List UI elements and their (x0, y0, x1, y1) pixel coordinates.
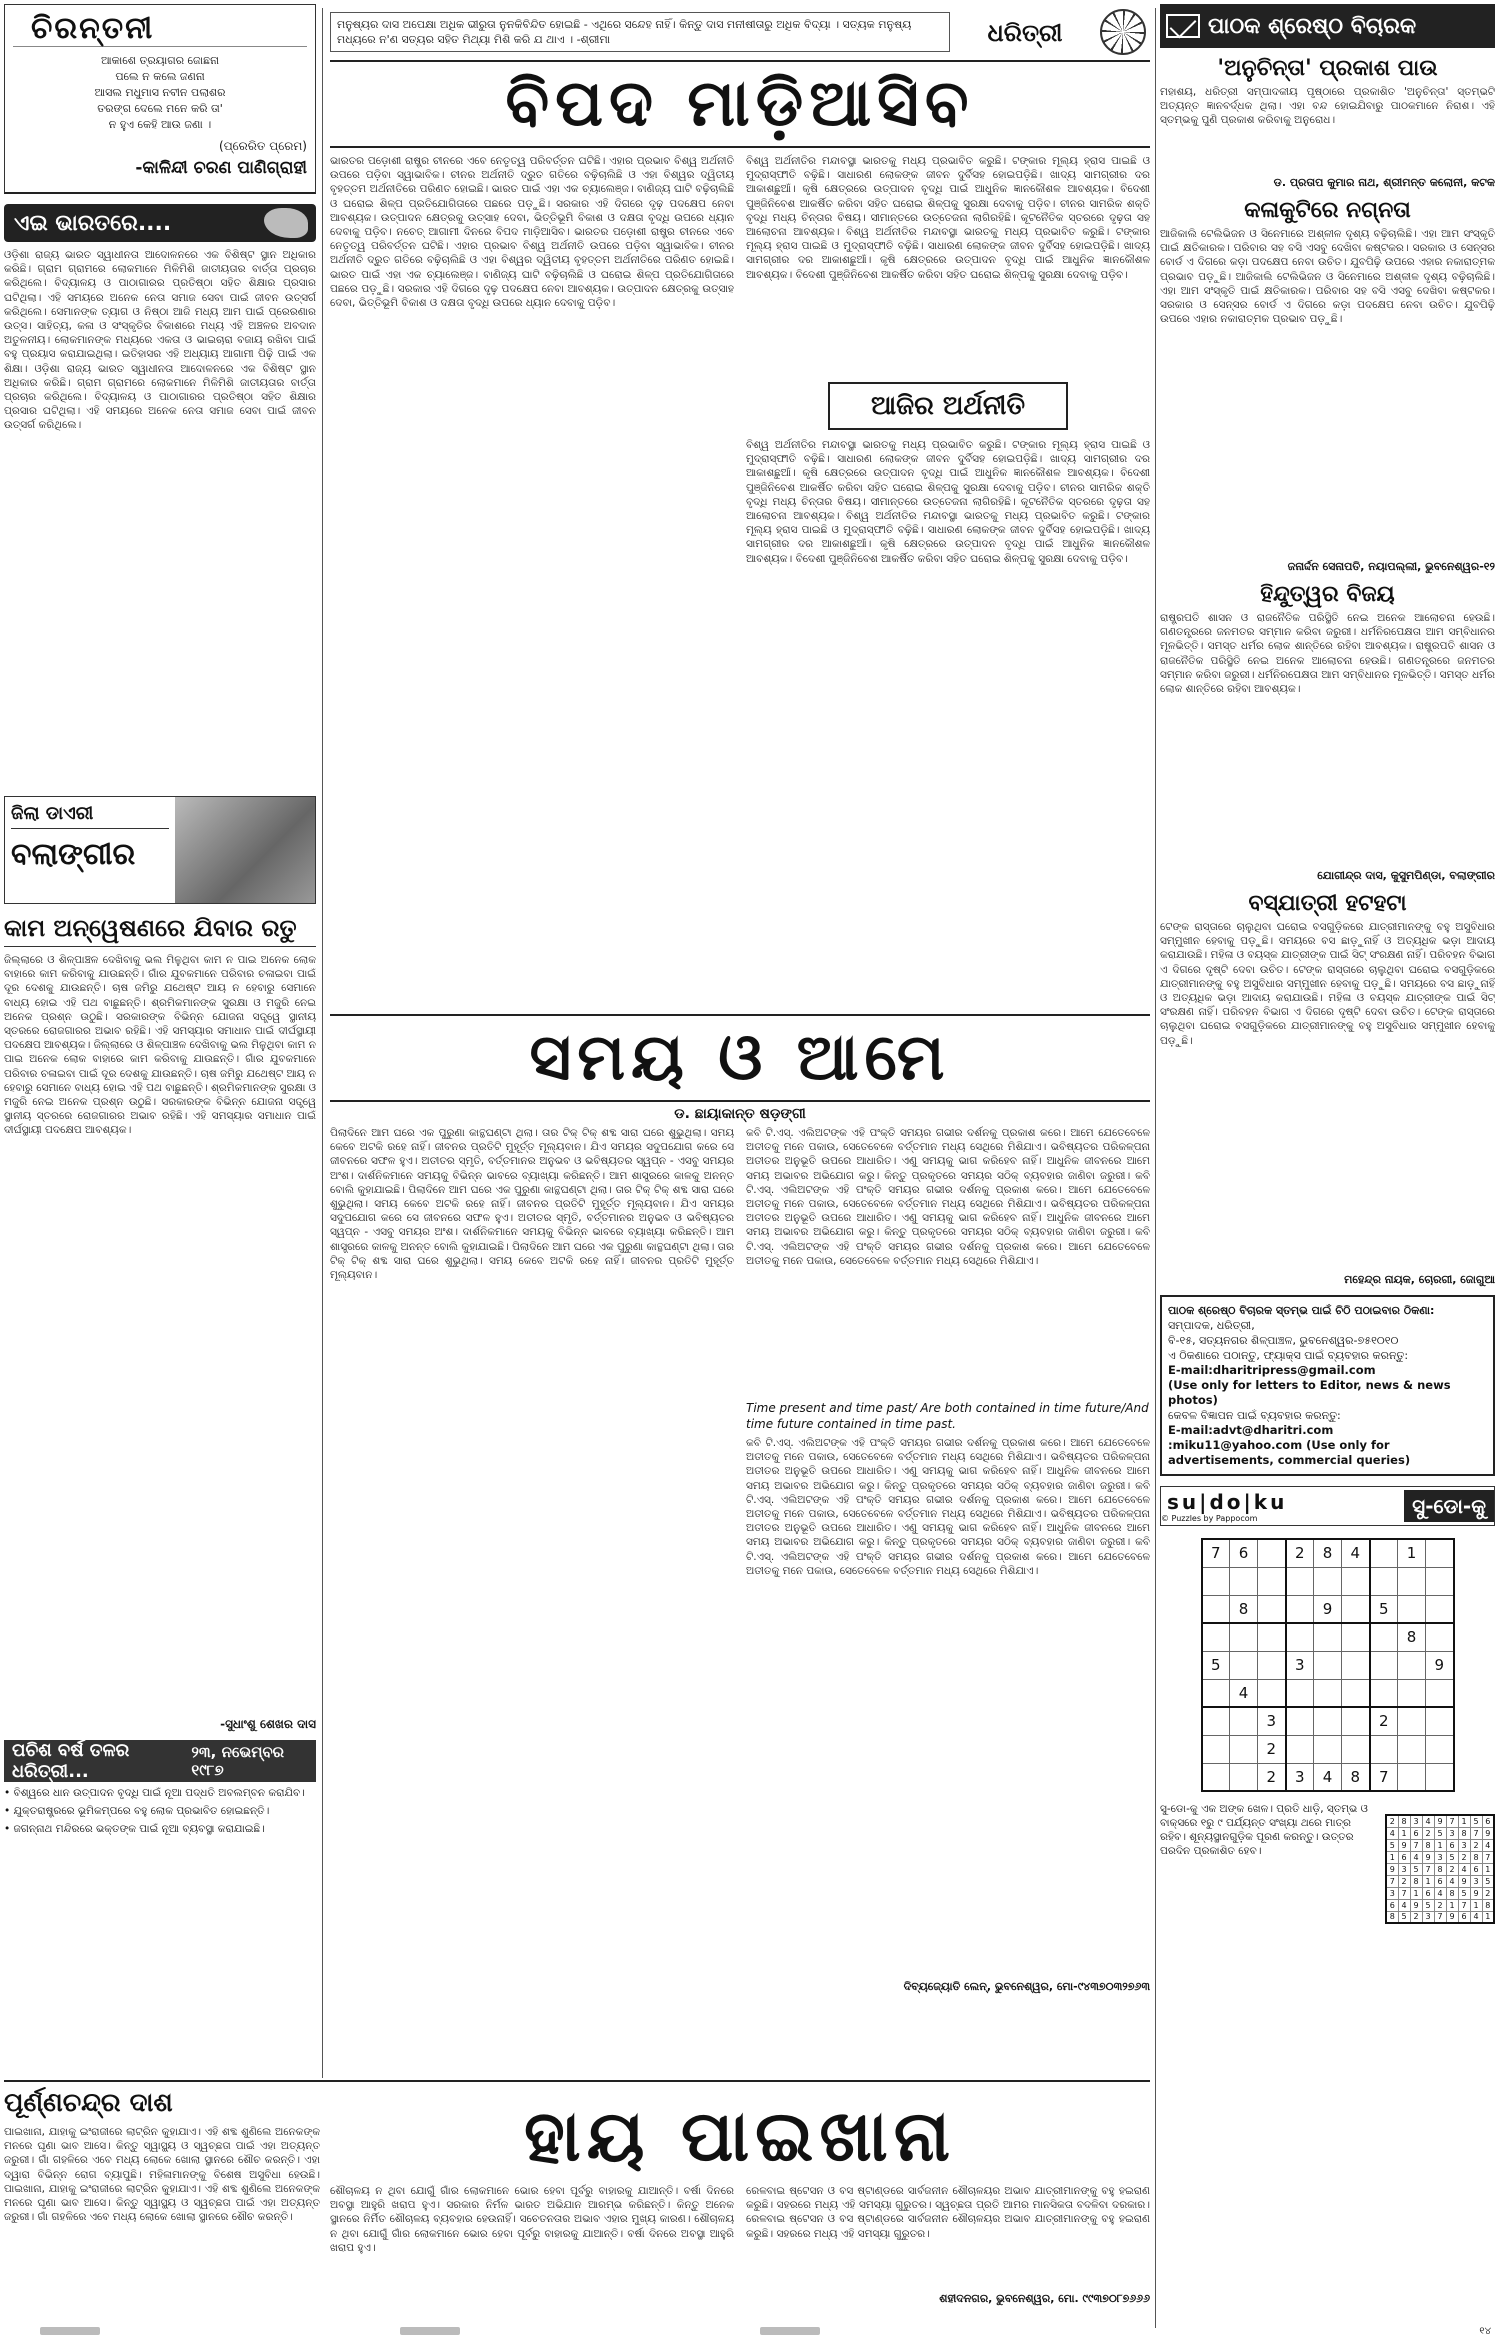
sudoku-row (1202, 1595, 1454, 1623)
sudoku-solution-cell: 6 (1458, 1911, 1470, 1923)
sudoku-cell[interactable] (1342, 1735, 1370, 1763)
old-news-label: ପଚିଶ ବର୍ଷ ତଳର ଧରିତ୍ରୀ... (12, 1740, 130, 1782)
sudoku-solution-cell: 5 (1482, 1875, 1494, 1887)
sudoku-cell[interactable] (1342, 1567, 1370, 1595)
sudoku-cell[interactable] (1398, 1763, 1426, 1791)
sudoku-solution-cell: 9 (1470, 1887, 1482, 1899)
sudoku-instructions: ସୁ-ଡୋ-କୁ ଏକ ଅଙ୍କ ଖେଳ। ପ୍ରତି ଧାଡ଼ି, ସ୍ତମ୍ଭ ଓ ବାକ୍ସରେ ୧ରୁ ୯ ପର୍ଯ୍ୟନ୍ତ ସଂଖ୍ୟା ଥରେ ମାତ୍ର ରହିବ। ଶୂନ୍ୟସ୍ଥାନଗୁଡ଼ିକ ପୂରଣ କରନ୍ତୁ। ଉତ୍ତର ପରଦିନ ପ୍ରକାଶିତ ହେବ। (1160, 1803, 1368, 1857)
sudoku-solution-cell: 2 (1458, 1851, 1470, 1863)
sudoku-cell[interactable]: 1 (1398, 1539, 1426, 1567)
sudoku-solution-cell: 1 (1458, 1815, 1470, 1827)
sudoku-solution-cell: 8 (1398, 1815, 1410, 1827)
sudoku-cell[interactable] (1286, 1679, 1314, 1707)
sudoku-cell[interactable] (1314, 1735, 1342, 1763)
poem-section-title: ଚିରନ୍ତନୀ (13, 11, 307, 47)
sudoku-local-title: ସୁ-ଡୋ-କୁ (1404, 1490, 1494, 1522)
sudoku-cell[interactable]: 3 (1258, 1707, 1286, 1735)
letter-title: ବସ୍‌ଯାତ୍ରୀ ହଟହଟା (1248, 891, 1407, 916)
letter-text: ମହାଶୟ, ଧରିତ୍ରୀ ସମ୍ପାଦକୀୟ ପୃଷ୍ଠାରେ ପ୍ରକାଶିତ 'ଅନୁଚିନ୍ତା' ସ୍ତମ୍ଭଟି ଅତ୍ୟନ୍ତ ଜ୍ଞାନବର୍ଦ୍ଧକ ଥିଲା। ଏହା ବନ୍ଦ ହୋଇଯିବାରୁ ପାଠକମାନେ ନିରାଶ। ଏହି ସ୍ତମ୍ଭକୁ ପୁଣି ପ୍ରକାଶ କରିବାକୁ ଅନୁରୋଧ। (1160, 86, 1495, 127)
sudoku-solution-cell: 9 (1458, 1875, 1470, 1887)
sudoku-solution-cell: 2 (1482, 1887, 1494, 1899)
sudoku-solution-cell: 6 (1470, 1863, 1482, 1875)
sudoku-cell[interactable]: 3 (1286, 1651, 1314, 1679)
sudoku-cell[interactable] (1398, 1679, 1426, 1707)
sudoku-row (1202, 1539, 1454, 1567)
columnist-name: ପୂର୍ଣ୍ଣଚନ୍ଦ୍ର ଦାଶ (4, 2088, 173, 2118)
time-text-a: ପିଲାଦିନେ ଆମ ଘରେ ଏକ ପୁରୁଣା କାନ୍ଥଘଣ୍ଟା ଥିଲା। ତାର ଟିକ୍ ଟିକ୍ ଶବ୍ଦ ସାରା ଘରେ ଶୁଭୁଥିଲା। ସମୟ କେବେ ଅଟକି ରହେ ନାହିଁ। ଜୀବନର ପ୍ରତିଟି ମୁହୂର୍ତ୍ତ ମୂଲ୍ୟବାନ। ଯିଏ ସମୟର ସଦୁପଯୋଗ କରେ ସେ ଜୀବନରେ ସଫଳ ହୁଏ। ଅତୀତର ସ୍ମୃତି, ବର୍ତ୍ତମାନର ଅନୁଭବ ଓ ଭବିଷ୍ୟତର ସ୍ୱପ୍ନ - ଏସବୁ ସମୟର ଅଂଶ। ଦାର୍ଶନିକମାନେ ସମୟକୁ ବିଭିନ୍ନ ଭାବରେ ବ୍ୟାଖ୍ୟା କରିଛନ୍ତି। ଆମ ଶାସ୍ତ୍ରରେ କାଳକୁ ଅନନ୍ତ ବୋଲି କୁହାଯାଇଛି। ପିଲାଦିନେ ଆମ ଘରେ ଏକ ପୁରୁଣା କାନ୍ଥଘଣ୍ଟା ଥିଲା। ତାର ଟିକ୍ ଟିକ୍ ଶବ୍ଦ ସାରା ଘରେ ଶୁଭୁଥିଲା। ସମୟ କେବେ ଅଟକି ରହେ ନାହିଁ। ଜୀବନର ପ୍ରତିଟି ମୁହୂର୍ତ୍ତ ମୂଲ୍ୟବାନ। ଯିଏ ସମୟର ସଦୁପଯୋଗ କରେ ସେ ଜୀବନରେ ସଫଳ ହୁଏ। ଅତୀତର ସ୍ମୃତି, ବର୍ତ୍ତମାନର ଅନୁଭବ ଓ ଭବିଷ୍ୟତର ସ୍ୱପ୍ନ - ଏସବୁ ସମୟର ଅଂଶ। ଦାର୍ଶନିକମାନେ ସମୟକୁ ବିଭିନ୍ନ ଭାବରେ ବ୍ୟାଖ୍ୟା କରିଛନ୍ତି। ଆମ ଶାସ୍ତ୍ରରେ କାଳକୁ ଅନନ୍ତ ବୋଲି କୁହାଯାଇଛି। ପିଲାଦିନେ ଆମ ଘରେ ଏକ ପୁରୁଣା କାନ୍ଥଘଣ୍ଟା ଥିଲା। ତାର ଟିକ୍ ଟିକ୍ ଶବ୍ଦ ସାରା ଘରେ ଶୁଭୁଥିଲା। ସମୟ କେବେ ଅଟକି ରହେ ନାହିଁ। ଜୀବନର ପ୍ରତିଟି ମୁହୂର୍ତ୍ତ ମୂଲ୍ୟବାନ। (330, 1127, 734, 1282)
sudoku-solution-cell: 5 (1446, 1851, 1458, 1863)
sudoku-solution-row (1386, 1839, 1494, 1851)
sudoku-solution-cell: 7 (1446, 1815, 1458, 1827)
sudoku-solution-row (1386, 1815, 1494, 1827)
sudoku-cell[interactable] (1202, 1679, 1230, 1707)
sudoku-solution-cell: 8 (1434, 1863, 1446, 1875)
sudoku-cell[interactable] (1426, 1567, 1454, 1595)
column-divider (1155, 8, 1156, 2328)
sudoku-cell[interactable]: 8 (1230, 1595, 1258, 1623)
poem-line: ତରଙ୍ଗ ଦେଲେ ମନେ କରି ତା' (97, 102, 223, 115)
page-footer (0, 2321, 1499, 2341)
bharat-text: ଓଡ଼ିଶା ରାଜ୍ୟ ଭାରତ ସ୍ୱାଧୀନତା ଆଦୋଳନରେ ଏକ ବିଶିଷ୍ଟ ସ୍ଥାନ ଅଧିକାର କରିଛି। ଗ୍ରାମ ଗ୍ରାମରେ ଲୋକମାନେ ମିଳିମିଶି ଜାତୀୟତାର ବାର୍ତ୍ତା ପ୍ରଚାର କରିଥିଲେ। ବିଦ୍ୟାଳୟ ଓ ପାଠାଗାରର ପ୍ରତିଷ୍ଠା ସହିତ ଶିକ୍ଷାର ପ୍ରସାର ଘଟିଥିଲା। ଏହି ସମୟରେ ଅନେକ ନେତା ସମାଜ ସେବା ପାଇଁ ଜୀବନ ଉତ୍ସର୍ଗ କରିଥିଲେ। ସେମାନଙ୍କ ତ୍ୟାଗ ଓ ନିଷ୍ଠା ଆଜି ମଧ୍ୟ ଆମ ପାଇଁ ପ୍ରେରଣାର ଉତ୍ସ। ସାହିତ୍ୟ, କଳା ଓ ସଂସ୍କୃତିର ବିକାଶରେ ମଧ୍ୟ ଏହି ଅଞ୍ଚଳର ଅବଦାନ ଅତୁଳନୀୟ। ଲୋକମାନଙ୍କ ମଧ୍ୟରେ ଏକତା ଓ ଭାଇଚାରା ବଜାୟ ରଖିବା ପାଇଁ ବହୁ ପ୍ରୟାସ କରାଯାଇଥିଲା। ଇତିହାସର ଏହି ଅଧ୍ୟାୟ ଆଗାମୀ ପିଢ଼ି ପାଇଁ ଏକ ଶିକ୍ଷା। ଓଡ଼ିଶା ରାଜ୍ୟ ଭାରତ ସ୍ୱାଧୀନତା ଆଦୋଳନରେ ଏକ ବିଶିଷ୍ଟ ସ୍ଥାନ ଅଧିକାର କରିଛି। ଗ୍ରାମ ଗ୍ରାମରେ ଲୋକମାନେ ମିଳିମିଶି ଜାତୀୟତାର ବାର୍ତ୍ତା ପ୍ରଚାର କରିଥିଲେ। ବିଦ୍ୟାଳୟ ଓ ପାଠାଗାରର ପ୍ରତିଷ୍ଠା ସହିତ ଶିକ୍ଷାର ପ୍ରସାର ଘଟିଥିଲା। ଏହି ସମୟରେ ଅନେକ ନେତା ସମାଜ ସେବା ପାଇଁ ଜୀବନ ଉତ୍ସର୍ଗ କରିଥିଲେ। (4, 249, 316, 432)
sudoku-cell[interactable] (1230, 1567, 1258, 1595)
sudoku-solution-cell: 1 (1422, 1875, 1434, 1887)
sudoku-cell[interactable] (1286, 1623, 1314, 1651)
sudoku-cell[interactable] (1286, 1595, 1314, 1623)
sudoku-solution-cell: 8 (1386, 1911, 1398, 1923)
sudoku-credit: © Puzzles by Pappocom (1161, 1513, 1258, 1523)
sudoku-solution-cell: 1 (1446, 1899, 1458, 1911)
sudoku-solution-row (1386, 1863, 1494, 1875)
lead-text-a: ଭାରତର ପଡ଼ୋଶୀ ରାଷ୍ଟ୍ର ଚୀନରେ ଏବେ ନେତୃତ୍ୱ ପରିବର୍ତ୍ତନ ଘଟିଛି। ଏହାର ପ୍ରଭାବ ବିଶ୍ୱ ଅର୍ଥନୀତି ଉପରେ ପଡ଼ିବା ସ୍ୱାଭାବିକ। ଚୀନର ଅର୍ଥନୀତି ଦ୍ରୁତ ଗତିରେ ବଢ଼ିଚାଲିଛି ଓ ଏହା ବିଶ୍ୱର ଦ୍ୱିତୀୟ ବୃହତ୍ତମ ଅର୍ଥନୀତିରେ ପରିଣତ ହୋଇଛି। ଭାରତ ପାଇଁ ଏହା ଏକ ଚ୍ୟାଲେଞ୍ଜ। ବାଣିଜ୍ୟ ଘାଟି ବଢ଼ିଚାଲିଛି ଓ ଘରୋଇ ଶିଳ୍ପ ପ୍ରତିଯୋଗିତାରେ ପଛରେ ପଡ଼ୁଛି। ସରକାର ଏହି ଦିଗରେ ଦୃଢ଼ ପଦକ୍ଷେପ ନେବା ଆବଶ୍ୟକ। ଉତ୍ପାଦନ କ୍ଷେତ୍ରକୁ ଉତ୍ସାହ ଦେବା, ଭିତ୍ତିଭୂମି ବିକାଶ ଓ ଦକ୍ଷତା ବୃଦ୍ଧି ଉପରେ ଧ୍ୟାନ ଦେବାକୁ ପଡ଼ିବ। ନଚେତ୍ ଆଗାମୀ ଦିନରେ ବିପଦ ମାଡ଼ିଆସିବ। ଭାରତର ପଡ଼ୋଶୀ ରାଷ୍ଟ୍ର ଚୀନରେ ଏବେ ନେତୃତ୍ୱ ପରିବର୍ତ୍ତନ ଘଟିଛି। ଏହାର ପ୍ରଭାବ ବିଶ୍ୱ ଅର୍ଥନୀତି ଉପରେ ପଡ଼ିବା ସ୍ୱାଭାବିକ। ଚୀନର ଅର୍ଥନୀତି ଦ୍ରୁତ ଗତିରେ ବଢ଼ିଚାଲିଛି ଓ ଏହା ବିଶ୍ୱର ଦ୍ୱିତୀୟ ବୃହତ୍ତମ ଅର୍ଥନୀତିରେ ପରିଣତ ହୋଇଛି। ଭାରତ ପାଇଁ ଏହା ଏକ ଚ୍ୟାଲେଞ୍ଜ। ବାଣିଜ୍ୟ ଘାଟି ବଢ଼ିଚାଲିଛି ଓ ଘରୋଇ ଶିଳ୍ପ ପ୍ରତିଯୋଗିତାରେ ପଛରେ ପଡ଼ୁଛି। ସରକାର ଏହି ଦିଗରେ ଦୃଢ଼ ପଦକ୍ଷେପ ନେବା ଆବଶ୍ୟକ। ଉତ୍ପାଦନ କ୍ଷେତ୍ରକୁ ଉତ୍ସାହ ଦେବା, ଭିତ୍ତିଭୂମି ବିକାଶ ଓ ଦକ୍ଷତା ବୃଦ୍ଧି ଉପରେ ଧ୍ୟାନ ଦେବାକୁ ପଡ଼ିବ। (330, 155, 734, 310)
sudoku-brand-block (1161, 1490, 1293, 1523)
sudoku-cell[interactable] (1398, 1651, 1426, 1679)
sudoku-cell[interactable]: 4 (1230, 1679, 1258, 1707)
lead-col-b (746, 154, 1150, 1008)
sudoku-solution-cell: 9 (1434, 1815, 1446, 1827)
sudoku-cell[interactable]: 2 (1286, 1539, 1314, 1567)
sudoku-solution-cell: 2 (1422, 1827, 1434, 1839)
sudoku-solution-cell: 7 (1422, 1863, 1434, 1875)
sudoku-cell[interactable] (1314, 1651, 1342, 1679)
sudoku-solution-cell: 3 (1458, 1839, 1470, 1851)
district-name: ବଲାଙ୍ଗୀର (11, 837, 136, 872)
footer-mark (40, 2327, 100, 2335)
adv-email[interactable]: E-mail:advt@dharitri.com (1168, 1423, 1334, 1437)
envelope-icon (1166, 14, 1200, 38)
sudoku-row (1202, 1735, 1454, 1763)
toilet-text-a: ଶୌଚାଳୟ ନ ଥିବା ଯୋଗୁଁ ଗାଁର ଲୋକମାନେ ଭୋର ହେବା ପୂର୍ବରୁ ବାହାରକୁ ଯାଆନ୍ତି। ବର୍ଷା ଦିନରେ ଅବସ୍ଥା ଆହୁରି ଖରାପ ହୁଏ। ସରକାର ନିର୍ମଳ ଭାରତ ଅଭିଯାନ ଆରମ୍ଭ କରିଛନ୍ତି। କିନ୍ତୁ ଅନେକ ସ୍ଥାନରେ ନିର୍ମିତ ଶୌଚାଳୟ ବ୍ୟବହାର ହେଉନାହିଁ। ସଚେତନତାର ଅଭାବ ଏହାର ମୁଖ୍ୟ କାରଣ। ଶୌଚାଳୟ ନ ଥିବା ଯୋଗୁଁ ଗାଁର ଲୋକମାନେ ଭୋର ହେବା ପୂର୍ବରୁ ବାହାରକୁ ଯାଆନ୍ତି। ବର୍ଷା ଦିନରେ ଅବସ୍ଥା ଆହୁରି ଖରାପ ହୁଏ। (330, 2185, 734, 2254)
wheel-logo-icon (1100, 9, 1146, 55)
sudoku-solution-cell: 3 (1410, 1815, 1422, 1827)
sudoku-cell[interactable]: 8 (1314, 1539, 1342, 1567)
sudoku-cell[interactable]: 3 (1286, 1763, 1314, 1791)
sudoku-cell[interactable] (1202, 1567, 1230, 1595)
poem-line: ପଲେ ନ କଲେ ଜଣନା (115, 70, 205, 83)
adv-email-2[interactable]: :miku11@yahoo.com (Use only for advertisements, commercial queries) (1168, 1438, 1411, 1467)
sudoku-cell[interactable] (1426, 1735, 1454, 1763)
district-photo (175, 797, 315, 903)
sudoku-solution-cell: 2 (1410, 1911, 1422, 1923)
column-divider (322, 8, 323, 2078)
sudoku-cell[interactable]: 4 (1314, 1763, 1342, 1791)
sudoku-cell[interactable] (1314, 1707, 1342, 1735)
work-story-text: ଜିଲ୍ଲାରେ ଓ ଶିଳ୍ପାଞ୍ଚଳ ଦେଖିବାକୁ ଭଲ ମିଳୁଥିବା କାମ ନ ପାଇ ଅନେକ ଲୋକ ବାହାରେ କାମ କରିବାକୁ ଯାଉଛନ୍ତି। ଗାଁର ଯୁବକମାନେ ପରିବାର ଚଳାଇବା ପାଇଁ ଦୂର ଦେଶକୁ ଯାଉଛନ୍ତି। ଚାଷ ଜମିରୁ ଯଥେଷ୍ଟ ଆୟ ନ ହେବାରୁ ସେମାନେ ବାଧ୍ୟ ହୋଇ ଏହି ପଥ ବାଛୁଛନ୍ତି। ଶ୍ରମିକମାନଙ୍କ ସୁରକ୍ଷା ଓ ମଜୁରି ନେଇ ଅନେକ ପ୍ରଶ୍ନ ଉଠୁଛି। ସରକାରଙ୍କ ବିଭିନ୍ନ ଯୋଜନା ସତ୍ତ୍ୱେ ସ୍ଥାନୀୟ ସ୍ତରରେ ରୋଜଗାରର ଅଭାବ ରହିଛି। ଏହି ସମସ୍ୟାର ସମାଧାନ ପାଇଁ ଦୀର୍ଘସ୍ଥାୟୀ ପଦକ୍ଷେପ ଆବଶ୍ୟକ। ଜିଲ୍ଲାରେ ଓ ଶିଳ୍ପାଞ୍ଚଳ ଦେଖିବାକୁ ଭଲ ମିଳୁଥିବା କାମ ନ ପାଇ ଅନେକ ଲୋକ ବାହାରେ କାମ କରିବାକୁ ଯାଉଛନ୍ତି। ଗାଁର ଯୁବକମାନେ ପରିବାର ଚଳାଇବା ପାଇଁ ଦୂର ଦେଶକୁ ଯାଉଛନ୍ତି। ଚାଷ ଜମିରୁ ଯଥେଷ୍ଟ ଆୟ ନ ହେବାରୁ ସେମାନେ ବାଧ୍ୟ ହୋଇ ଏହି ପଥ ବାଛୁଛନ୍ତି। ଶ୍ରମିକମାନଙ୍କ ସୁରକ୍ଷା ଓ ମଜୁରି ନେଇ ଅନେକ ପ୍ରଶ୍ନ ଉଠୁଛି। ସରକାରଙ୍କ ବିଭିନ୍ନ ଯୋଜନା ସତ୍ତ୍ୱେ ସ୍ଥାନୀୟ ସ୍ତରରେ ରୋଜଗାରର ଅଭାବ ରହିଛି। ଏହି ସମସ୍ୟାର ସମାଧାନ ପାଇଁ ଦୀର୍ଘସ୍ଥାୟୀ ପଦକ୍ଷେପ ଆବଶ୍ୟକ। (4, 954, 316, 1137)
bottom-divider (4, 2080, 1150, 2082)
letter-title: ହିନ୍ଦୁତ୍ୱର ବିଜୟ (1260, 582, 1395, 607)
india-map-icon (264, 208, 308, 238)
sudoku-solution-cell: 5 (1386, 1839, 1398, 1851)
sudoku-solution-cell: 3 (1470, 1875, 1482, 1887)
sudoku-solution-cell: 1 (1398, 1827, 1410, 1839)
sudoku-cell[interactable] (1342, 1679, 1370, 1707)
sudoku-cell[interactable] (1398, 1735, 1426, 1763)
sudoku-cell[interactable] (1398, 1567, 1426, 1595)
sudoku-cell[interactable] (1202, 1623, 1230, 1651)
editor-email[interactable]: E-mail:dharitripress@gmail.com (1168, 1363, 1376, 1377)
sudoku-solution-cell: 1 (1482, 1863, 1494, 1875)
sudoku-row (1202, 1651, 1454, 1679)
sudoku-cell[interactable] (1202, 1735, 1230, 1763)
sudoku-solution-cell: 3 (1434, 1851, 1446, 1863)
sudoku-cell[interactable] (1230, 1735, 1258, 1763)
sudoku-solution-cell: 4 (1470, 1911, 1482, 1923)
letter-sign: ମହେନ୍ଦ୍ର ନାୟକ, ଚୋରଗୀ, ଜୋଗୁଆ (1344, 1273, 1495, 1286)
sudoku-solution-row (1386, 1899, 1494, 1911)
eliot-quote: Time present and time past/ Are both contained in time future/And time future contained in time past. (746, 1401, 1149, 1431)
time-col-b (746, 1126, 1150, 2006)
sudoku-cell[interactable] (1286, 1707, 1314, 1735)
sudoku-solution-cell: 7 (1482, 1851, 1494, 1863)
sudoku-solution-cell: 4 (1434, 1887, 1446, 1899)
sudoku-solution-cell: 6 (1482, 1815, 1494, 1827)
sudoku-cell[interactable] (1230, 1623, 1258, 1651)
sudoku-solution-cell: 8 (1482, 1899, 1494, 1911)
sudoku-solution-cell: 3 (1386, 1887, 1398, 1899)
page-number: ୧୪ (1479, 2325, 1491, 2337)
old-news-item: • ଯୁକ୍ତରାଷ୍ଟ୍ରରେ ଭୂମିକମ୍ପରେ ବହୁ ଲୋକ ପ୍ରଭାବିତ ହୋଇଛନ୍ତି। (4, 1805, 270, 1817)
sudoku-cell[interactable]: 2 (1370, 1707, 1398, 1735)
address-box (1160, 1295, 1495, 1476)
sudoku-solution-cell: 6 (1446, 1839, 1458, 1851)
sudoku-solution-cell: 9 (1398, 1839, 1410, 1851)
sudoku-cell[interactable] (1426, 1595, 1454, 1623)
sudoku-solution-cell: 3 (1398, 1863, 1410, 1875)
sudoku-row (1202, 1679, 1454, 1707)
sudoku-solution-cell: 5 (1422, 1899, 1434, 1911)
sudoku-solution-cell: 4 (1446, 1875, 1458, 1887)
lead-text-b-top: ବିଶ୍ୱ ଅର୍ଥନୀତିର ମନ୍ଦାବସ୍ଥା ଭାରତକୁ ମଧ୍ୟ ପ୍ରଭାବିତ କରୁଛି। ଟଙ୍କାର ମୂଲ୍ୟ ହ୍ରାସ ପାଇଛି ଓ ମୁଦ୍ରାସ୍ଫୀତି ବଢ଼ିଛି। ସାଧାରଣ ଲୋକଙ୍କ ଜୀବନ ଦୁର୍ବିସହ ହୋଇପଡ଼ିଛି। ଖାଦ୍ୟ ସାମଗ୍ରୀର ଦର ଆକାଶଛୁଆଁ। କୃଷି କ୍ଷେତ୍ରରେ ଉତ୍ପାଦନ ବୃଦ୍ଧି ପାଇଁ ଆଧୁନିକ ଜ୍ଞାନକୌଶଳ ଆବଶ୍ୟକ। ବିଦେଶୀ ପୁଞ୍ଜିନିବେଶ ଆକର୍ଷିତ କରିବା ସହିତ ଘରୋଇ ଶିଳ୍ପକୁ ସୁରକ୍ଷା ଦେବାକୁ ପଡ଼ିବ। ଚୀନର ସାମରିକ ଶକ୍ତି ବୃଦ୍ଧି ମଧ୍ୟ ଚିନ୍ତାର ବିଷୟ। ସୀମାନ୍ତରେ ଉତ୍ତେଜନା ଲାଗିରହିଛି। କୂଟନୈତିକ ସ୍ତରରେ ଦୃଢ଼ତା ସହ ଆଲୋଚନା ଆବଶ୍ୟକ। ବିଶ୍ୱ ଅର୍ଥନୀତିର ମନ୍ଦାବସ୍ଥା ଭାରତକୁ ମଧ୍ୟ ପ୍ରଭାବିତ କରୁଛି। ଟଙ୍କାର ମୂଲ୍ୟ ହ୍ରାସ ପାଇଛି ଓ ମୁଦ୍ରାସ୍ଫୀତି ବଢ଼ିଛି। ସାଧାରଣ ଲୋକଙ୍କ ଜୀବନ ଦୁର୍ବିସହ ହୋଇପଡ଼ିଛି। ଖାଦ୍ୟ ସାମଗ୍ରୀର ଦର ଆକାଶଛୁଆଁ। କୃଷି କ୍ଷେତ୍ରରେ ଉତ୍ପାଦନ ବୃଦ୍ଧି ପାଇଁ ଆଧୁନିକ ଜ୍ଞାନକୌଶଳ ଆବଶ୍ୟକ। ବିଦେଶୀ ପୁଞ୍ଜିନିବେଶ ଆକର୍ଷିତ କରିବା ସହିତ ଘରୋଇ ଶିଳ୍ପକୁ ସୁରକ୍ଷା ଦେବାକୁ ପଡ଼ିବ। (746, 155, 1150, 281)
sudoku-cell[interactable]: 5 (1202, 1651, 1230, 1679)
sudoku-solution-cell: 5 (1398, 1911, 1410, 1923)
sudoku-cell[interactable] (1370, 1651, 1398, 1679)
sudoku-cell[interactable] (1230, 1707, 1258, 1735)
lead-headline: ବିପଦ ମାଡ଼ିଆସିବ (330, 62, 1150, 148)
sudoku-cell[interactable] (1286, 1735, 1314, 1763)
sudoku-solution-cell: 1 (1386, 1851, 1398, 1863)
footer-mark (400, 2327, 460, 2335)
poem-box (4, 4, 316, 194)
sudoku-cell[interactable] (1342, 1707, 1370, 1735)
sudoku-cell[interactable]: 8 (1342, 1763, 1370, 1791)
sudoku-cell[interactable] (1426, 1707, 1454, 1735)
footer-mark (760, 2327, 820, 2335)
sudoku-solution-cell: 4 (1386, 1827, 1398, 1839)
sudoku-cell[interactable] (1398, 1707, 1426, 1735)
time-author: ଡ. ଛାୟାକାନ୍ତ ଷଡ଼ଙ୍ଗୀ (674, 1106, 806, 1122)
sudoku-cell[interactable] (1202, 1595, 1230, 1623)
sudoku-solution-cell: 8 (1422, 1839, 1434, 1851)
district-labels (5, 797, 175, 903)
letter-text: ଆଜିକାଲି ଟେଲିଭିଜନ ଓ ସିନେମାରେ ଅଶ୍ଳୀଳ ଦୃଶ୍ୟ ବଢ଼ିଚାଲିଛି। ଏହା ଆମ ସଂସ୍କୃତି ପାଇଁ କ୍ଷତିକାରକ। ପରିବାର ସହ ବସି ଏସବୁ ଦେଖିବା କଷ୍ଟକର। ସରକାର ଓ ସେନ୍ସର ବୋର୍ଡ ଏ ଦିଗରେ କଡ଼ା ପଦକ୍ଷେପ ନେବା ଉଚିତ। ଯୁବପିଢ଼ି ଉପରେ ଏହାର ନକାରାତ୍ମକ ପ୍ରଭାବ ପଡ଼ୁଛି। ଆଜିକାଲି ଟେଲିଭିଜନ ଓ ସିନେମାରେ ଅଶ୍ଳୀଳ ଦୃଶ୍ୟ ବଢ଼ିଚାଲିଛି। ଏହା ଆମ ସଂସ୍କୃତି ପାଇଁ କ୍ଷତିକାରକ। ପରିବାର ସହ ବସି ଏସବୁ ଦେଖିବା କଷ୍ଟକର। ସରକାର ଓ ସେନ୍ସର ବୋର୍ଡ ଏ ଦିଗରେ କଡ଼ା ପଦକ୍ଷେପ ନେବା ଉଚିତ। ଯୁବପିଢ଼ି ଉପରେ ଏହାର ନକାରାତ୍ମକ ପ୍ରଭାବ ପଡ଼ୁଛି। (1160, 228, 1495, 326)
sudoku-solution-row (1386, 1827, 1494, 1839)
sudoku-cell[interactable] (1202, 1707, 1230, 1735)
letter-text: ଟେଙ୍କ ରାସ୍ତାରେ ଚାଲୁଥିବା ଘରୋଇ ବସଗୁଡ଼ିକରେ ଯାତ୍ରୀମାନଙ୍କୁ ବହୁ ଅସୁବିଧାର ସମ୍ମୁଖୀନ ହେବାକୁ ପଡ଼ୁଛି। ସମୟରେ ବସ ଛାଡ଼ୁନାହିଁ ଓ ଅତ୍ୟଧିକ ଭଡ଼ା ଆଦାୟ କରାଯାଉଛି। ମହିଳା ଓ ବୟସ୍କ ଯାତ୍ରୀଙ୍କ ପାଇଁ ସିଟ୍ ସଂରକ୍ଷଣ ନାହିଁ। ପରିବହନ ବିଭାଗ ଏ ଦିଗରେ ଦୃଷ୍ଟି ଦେବା ଉଚିତ। ଟେଙ୍କ ରାସ୍ତାରେ ଚାଲୁଥିବା ଘରୋଇ ବସଗୁଡ଼ିକରେ ଯାତ୍ରୀମାନଙ୍କୁ ବହୁ ଅସୁବିଧାର ସମ୍ମୁଖୀନ ହେବାକୁ ପଡ଼ୁଛି। ସମୟରେ ବସ ଛାଡ଼ୁନାହିଁ ଓ ଅତ୍ୟଧିକ ଭଡ଼ା ଆଦାୟ କରାଯାଉଛି। ମହିଳା ଓ ବୟସ୍କ ଯାତ୍ରୀଙ୍କ ପାଇଁ ସିଟ୍ ସଂରକ୍ଷଣ ନାହିଁ। ପରିବହନ ବିଭାଗ ଏ ଦିଗରେ ଦୃଷ୍ଟି ଦେବା ଉଚିତ। ଟେଙ୍କ ରାସ୍ତାରେ ଚାଲୁଥିବା ଘରୋଇ ବସଗୁଡ଼ିକରେ ଯାତ୍ରୀମାନଙ୍କୁ ବହୁ ଅସୁବିଧାର ସମ୍ମୁଖୀନ ହେବାକୁ ପଡ଼ୁଛି। (1160, 921, 1495, 1047)
toilet-headline: ହାୟ ପାଇଖାନା (523, 2095, 957, 2177)
old-news-list (4, 1786, 316, 1836)
letter-sign: ଡ. ପ୍ରତାପ କୁମାର ନାଥ, ଶ୍ରୀମନ୍ତ କଲୋନୀ, କଟକ (1273, 176, 1495, 189)
address-intro: ପାଠକ ଶ୍ରେଷ୍ଠ ବିଚାରକ ସ୍ତମ୍ଭ ପାଇଁ ଚିଠି ପଠାଇବାର ଠିକଣା: (1168, 1304, 1435, 1317)
letters-header (1160, 4, 1495, 48)
economy-inset: ଆଜିର ଅର୍ଥନୀତି (828, 382, 1068, 430)
sudoku-cell[interactable]: 6 (1230, 1539, 1258, 1567)
sudoku-cell[interactable] (1398, 1595, 1426, 1623)
time-text-a-cont: କବି ଟି.ଏସ୍. ଏଲିଅଟଙ୍କ ଏହି ପଂକ୍ତି ସମୟର ଗଭୀର ଦର୍ଶନକୁ ପ୍ରକାଶ କରେ। ଆମେ ଯେତେବେଳେ ଅତୀତକୁ ମନେ ପକାଉ, ସେତେବେଳେ ବର୍ତ୍ତମାନ ମଧ୍ୟ ସେଥିରେ ମିଶିଯାଏ। ଭବିଷ୍ୟତର ପରିକଳ୍ପନା ଅତୀତର ଅନୁଭୂତି ଉପରେ ଆଧାରିତ। ଏଣୁ ସମୟକୁ ଭାଗ କରିହେବ ନାହିଁ। ଆଧୁନିକ ଜୀବନରେ ଆମେ ସମୟ ଅଭାବର ଅଭିଯୋଗ କରୁ। କିନ୍ତୁ ପ୍ରକୃତରେ ସମୟର ସଠିକ୍ ବ୍ୟବହାର ଜାଣିବା ଜରୁରୀ। କବି ଟି.ଏସ୍. ଏଲିଅଟଙ୍କ ଏହି ପଂକ୍ତି ସମୟର ଗଭୀର ଦର୍ଶନକୁ ପ୍ରକାଶ କରେ। ଆମେ ଯେତେବେଳେ ଅତୀତକୁ ମନେ ପକାଉ, ସେତେବେଳେ ବର୍ତ୍ତମାନ ମଧ୍ୟ ସେଥିରେ ମିଶିଯାଏ। ଭବିଷ୍ୟତର ପରିକଳ୍ପନା ଅତୀତର ଅନୁଭୂତି ଉପରେ ଆଧାରିତ। ଏଣୁ ସମୟକୁ ଭାଗ କରିହେବ ନାହିଁ। ଆଧୁନିକ ଜୀବନରେ ଆମେ ସମୟ ଅଭାବର ଅଭିଯୋଗ କରୁ। କିନ୍ତୁ ପ୍ରକୃତରେ ସମୟର ସଠିକ୍ ବ୍ୟବହାର ଜାଣିବା ଜରୁରୀ। କବି ଟି.ଏସ୍. ଏଲିଅଟଙ୍କ ଏହି ପଂକ୍ତି ସମୟର ଗଭୀର ଦର୍ଶନକୁ ପ୍ରକାଶ କରେ। ଆମେ ଯେତେବେଳେ ଅତୀତକୁ ମନେ ପକାଉ, ସେତେବେଳେ ବର୍ତ୍ତମାନ ମଧ୍ୟ ସେଥିରେ ମିଶିଯାଏ। (746, 1127, 1150, 1267)
toilet-sign: ଶହୀଦନଗର, ଭୁବନେଶ୍ୱର, ମୋ. ୯୯୩୭୦୮୭୬୬୬ (939, 2292, 1150, 2305)
lead-body (330, 154, 1150, 1008)
sudoku-solution-cell: 2 (1434, 1899, 1446, 1911)
sudoku-cell[interactable] (1258, 1567, 1286, 1595)
sudoku-cell[interactable] (1342, 1595, 1370, 1623)
sudoku-solution-cell: 9 (1386, 1863, 1398, 1875)
sudoku-row (1202, 1567, 1454, 1595)
sudoku-cell[interactable]: 9 (1426, 1651, 1454, 1679)
sudoku-solution-cell: 7 (1398, 1887, 1410, 1899)
sudoku-cell[interactable] (1370, 1539, 1398, 1567)
sudoku-cell[interactable] (1426, 1763, 1454, 1791)
district-diary-label: ଜିଲା ଡାଏରୀ (11, 803, 169, 829)
letter-title: କଳାକୁଟିରେ ନଗ୍ନତା (1244, 198, 1411, 223)
bottom-article (330, 2088, 1150, 2306)
sudoku-solution-cell: 8 (1410, 1875, 1422, 1887)
sudoku-cell[interactable] (1342, 1651, 1370, 1679)
editor-email-note: (Use only for letters to Editor, news & news photos) (1168, 1378, 1451, 1407)
sudoku-cell[interactable] (1258, 1539, 1286, 1567)
sudoku-cell[interactable] (1258, 1595, 1286, 1623)
letter-sign: ଜନାର୍ଦ୍ଦନ ସେନାପତି, ନୟାପଲ୍ଲୀ, ଭୁବନେଶ୍ୱର-୧୨ (1287, 560, 1495, 573)
sudoku-solution-cell: 6 (1386, 1899, 1398, 1911)
masthead-strip (330, 4, 1150, 62)
sudoku-row (1202, 1623, 1454, 1651)
sudoku-cell[interactable] (1314, 1679, 1342, 1707)
sudoku-cell[interactable]: 8 (1398, 1623, 1426, 1651)
left-column (4, 4, 316, 2074)
sudoku-solution-cell: 5 (1434, 1827, 1446, 1839)
sudoku-cell[interactable] (1426, 1623, 1454, 1651)
sudoku-solution-cell: 7 (1470, 1827, 1482, 1839)
sudoku-solution-cell: 5 (1458, 1887, 1470, 1899)
sudoku-cell[interactable]: 2 (1258, 1735, 1286, 1763)
time-sign: ଦିବ୍ୟଜ୍ୟୋତି ଲେନ୍, ଭୁବନେଶ୍ୱର, ମୋ-୯୪୩୭୦୩୨୭୬୩ (903, 1980, 1150, 1993)
bottom-left-column (4, 2088, 320, 2331)
sudoku-solution-grid (1385, 1814, 1495, 1924)
sudoku-solution-row (1386, 1851, 1494, 1863)
masthead-quote: ମନୁଷ୍ୟର ଦାସ ଅପେକ୍ଷା ଅଧିକ ଭୀରୁତା ନୁନକିବିନ୍ଦିତ ହୋଇଛି - ଏଥିରେ ସନ୍ଦେହ ନାହିଁ। କିନ୍ତୁ ଦାସ ମନୀଷୀତାରୁ ଅଧିକ ବିଦ୍ୟା । ସତ୍ୟକ ମନୁଷ୍ୟ ମଧ୍ୟରେ ନ'ଣ ସତ୍ୟର ସହିତ ମିଥ୍ୟା ମିଶି କରି ଯ ଥାଏ । -ଶ୍ରୀମା (330, 12, 950, 52)
sudoku-row (1202, 1707, 1454, 1735)
toilet-col-b (746, 2184, 1150, 2306)
old-news-item: • ଜଗନ୍ନାଥ ମନ୍ଦିରରେ ଭକ୍ତଙ୍କ ପାଇଁ ନୂଆ ବ୍ୟବସ୍ଥା କରାଯାଇଛି। (4, 1823, 265, 1835)
sudoku-solution-row (1386, 1875, 1494, 1887)
sudoku-solution-cell: 4 (1458, 1863, 1470, 1875)
sudoku-cell[interactable] (1286, 1567, 1314, 1595)
sudoku-solution-cell: 3 (1446, 1827, 1458, 1839)
sudoku-solution-cell: 4 (1398, 1899, 1410, 1911)
sudoku-cell[interactable] (1258, 1679, 1286, 1707)
old-news-banner (4, 1740, 316, 1782)
sudoku-solution-cell: 6 (1434, 1875, 1446, 1887)
sudoku-solution-cell: 9 (1410, 1899, 1422, 1911)
toilet-body (330, 2184, 1150, 2306)
time-text-b: କବି ଟି.ଏସ୍. ଏଲିଅଟଙ୍କ ଏହି ପଂକ୍ତି ସମୟର ଗଭୀର ଦର୍ଶନକୁ ପ୍ରକାଶ କରେ। ଆମେ ଯେତେବେଳେ ଅତୀତକୁ ମନେ ପକାଉ, ସେତେବେଳେ ବର୍ତ୍ତମାନ ମଧ୍ୟ ସେଥିରେ ମିଶିଯାଏ। ଭବିଷ୍ୟତର ପରିକଳ୍ପନା ଅତୀତର ଅନୁଭୂତି ଉପରେ ଆଧାରିତ। ଏଣୁ ସମୟକୁ ଭାଗ କରିହେବ ନାହିଁ। ଆଧୁନିକ ଜୀବନରେ ଆମେ ସମୟ ଅଭାବର ଅଭିଯୋଗ କରୁ। କିନ୍ତୁ ପ୍ରକୃତରେ ସମୟର ସଠିକ୍ ବ୍ୟବହାର ଜାଣିବା ଜରୁରୀ। କବି ଟି.ଏସ୍. ଏଲିଅଟଙ୍କ ଏହି ପଂକ୍ତି ସମୟର ଗଭୀର ଦର୍ଶନକୁ ପ୍ରକାଶ କରେ। ଆମେ ଯେତେବେଳେ ଅତୀତକୁ ମନେ ପକାଉ, ସେତେବେଳେ ବର୍ତ୍ତମାନ ମଧ୍ୟ ସେଥିରେ ମିଶିଯାଏ। ଭବିଷ୍ୟତର ପରିକଳ୍ପନା ଅତୀତର ଅନୁଭୂତି ଉପରେ ଆଧାରିତ। ଏଣୁ ସମୟକୁ ଭାଗ କରିହେବ ନାହିଁ। ଆଧୁନିକ ଜୀବନରେ ଆମେ ସମୟ ଅଭାବର ଅଭିଯୋଗ କରୁ। କିନ୍ତୁ ପ୍ରକୃତରେ ସମୟର ସଠିକ୍ ବ୍ୟବହାର ଜାଣିବା ଜରୁରୀ। କବି ଟି.ଏସ୍. ଏଲିଅଟଙ୍କ ଏହି ପଂକ୍ତି ସମୟର ଗଭୀର ଦର୍ଶନକୁ ପ୍ରକାଶ କରେ। ଆମେ ଯେତେବେଳେ ଅତୀତକୁ ମନେ ପକାଉ, ସେତେବେଳେ ବର୍ତ୍ତମାନ ମଧ୍ୟ ସେଥିରେ ମିଶିଯାଏ। (746, 1437, 1150, 1577)
sudoku-solution-cell: 1 (1434, 1839, 1446, 1851)
sudoku-solution-cell: 6 (1410, 1827, 1422, 1839)
sudoku-solution-cell: 2 (1398, 1875, 1410, 1887)
sudoku-cell[interactable]: 4 (1342, 1539, 1370, 1567)
sudoku-solution-cell: 1 (1470, 1899, 1482, 1911)
poem-line: ନ ହୁଏ କେହି ଆଉ ଜଣା । (108, 118, 212, 131)
sudoku-solution-cell: 7 (1410, 1839, 1422, 1851)
address-line: ଏ ଠିକଣାରେ ପଠାନ୍ତୁ, ଫ୍ୟାକ୍ସ ପାଇଁ ବ୍ୟବହାର କରନ୍ତୁ: (1168, 1349, 1409, 1362)
poem-line: ଆସଲ ମଧୁମାସ ନବୀନ ପଲାଶର (94, 86, 226, 99)
sudoku-solution-cell: 5 (1470, 1815, 1482, 1827)
sudoku-cell[interactable] (1202, 1763, 1230, 1791)
middle-column (330, 4, 1150, 2074)
sudoku-cell[interactable] (1370, 1567, 1398, 1595)
sudoku-solution-cell: 4 (1422, 1815, 1434, 1827)
sudoku-solution-cell: 7 (1458, 1899, 1470, 1911)
sudoku-solution-cell: 6 (1422, 1887, 1434, 1899)
sudoku-cell[interactable] (1314, 1567, 1342, 1595)
adv-intro: କେବଳ ବିଜ୍ଞାପନ ପାଇଁ ବ୍ୟବହାର କରନ୍ତୁ: (1168, 1409, 1341, 1422)
sudoku-cell[interactable] (1230, 1651, 1258, 1679)
sudoku-solution-cell: 2 (1470, 1839, 1482, 1851)
sudoku-solution-cell: 2 (1446, 1863, 1458, 1875)
sudoku-row (1202, 1763, 1454, 1791)
district-diary (4, 796, 316, 904)
sudoku-solution-row (1386, 1911, 1494, 1923)
sudoku-brand: su|do|ku (1167, 1489, 1288, 1514)
sudoku-cell[interactable]: 9 (1314, 1595, 1342, 1623)
toilet-text-b: ରେଳବାଇ ଷ୍ଟେସନ ଓ ବସ ଷ୍ଟାଣ୍ଡରେ ସାର୍ବଜନୀନ ଶୌଚାଳୟର ଅଭାବ ଯାତ୍ରୀମାନଙ୍କୁ ବହୁ ହଇରାଣ କରୁଛି। ସହରରେ ମଧ୍ୟ ଏହି ସମସ୍ୟା ଗୁରୁତର। ସ୍ୱଚ୍ଛତା ପ୍ରତି ଆମର ମାନସିକତା ବଦଳିବା ଦରକାର। ରେଳବାଇ ଷ୍ଟେସନ ଓ ବସ ଷ୍ଟାଣ୍ଡରେ ସାର୍ବଜନୀନ ଶୌଚାଳୟର ଅଭାବ ଯାତ୍ରୀମାନଙ୍କୁ ବହୁ ହଇରାଣ କରୁଛି। ସହରରେ ମଧ୍ୟ ଏହି ସମସ୍ୟା ଗୁରୁତର। (746, 2185, 1150, 2240)
bottom-left-text: ପାଇଖାନା, ଯାହାକୁ ଇଂରାଜୀରେ ଲାଟ୍ରିନ କୁହାଯାଏ। ଏହି ଶବ୍ଦ ଶୁଣିଲେ ଅନେକଙ୍କ ମନରେ ଘୃଣା ଭାବ ଆସେ। କିନ୍ତୁ ସ୍ୱାସ୍ଥ୍ୟ ଓ ସ୍ୱଚ୍ଛତା ପାଇଁ ଏହା ଅତ୍ୟନ୍ତ ଜରୁରୀ। ଗାଁ ଗହଳିରେ ଏବେ ମଧ୍ୟ ଲୋକେ ଖୋଲା ସ୍ଥାନରେ ଶୌଚ କରନ୍ତି। ଏହା ଦ୍ୱାରା ବିଭିନ୍ନ ରୋଗ ବ୍ୟାପୁଛି। ମହିଳାମାନଙ୍କୁ ବିଶେଷ ଅସୁବିଧା ହେଉଛି। ପାଇଖାନା, ଯାହାକୁ ଇଂରାଜୀରେ ଲାଟ୍ରିନ କୁହାଯାଏ। ଏହି ଶବ୍ଦ ଶୁଣିଲେ ଅନେକଙ୍କ ମନରେ ଘୃଣା ଭାବ ଆସେ। କିନ୍ତୁ ସ୍ୱାସ୍ଥ୍ୟ ଓ ସ୍ୱଚ୍ଛତା ପାଇଁ ଏହା ଅତ୍ୟନ୍ତ ଜରୁରୀ। ଗାଁ ଗହଳିରେ ଏବେ ମଧ୍ୟ ଲୋକେ ଖୋଲା ସ୍ଥାନରେ ଶୌଚ କରନ୍ତି। (4, 2126, 320, 2224)
old-news-item: • ବିଶ୍ୱରେ ଧାନ ଉତ୍ପାଦନ ବୃଦ୍ଧି ପାଇଁ ନୂଆ ପଦ୍ଧତି ଅବଲମ୍ବନ କରାଯିବ। (4, 1787, 305, 1799)
sudoku-cell[interactable]: 5 (1370, 1595, 1398, 1623)
sudoku-solution-cell: 7 (1386, 1875, 1398, 1887)
sudoku-solution-cell: 7 (1434, 1911, 1446, 1923)
poem-source: (ପ୍ରେରିତ ପ୍ରେମ) (219, 139, 307, 153)
right-column (1160, 4, 1495, 2334)
sudoku-cell[interactable]: 7 (1370, 1763, 1398, 1791)
sudoku-solution-cell: 2 (1386, 1815, 1398, 1827)
time-headline: ସମୟ ଓ ଆମେ (330, 1014, 1150, 1102)
sudoku-cell[interactable] (1370, 1623, 1398, 1651)
letter-text: ରାଷ୍ଟ୍ରପତି ଶାସନ ଓ ରାଜନୈତିକ ପରିସ୍ଥିତି ନେଇ ଅନେକ ଆଲୋଚନା ହେଉଛି। ଗଣତନ୍ତ୍ରରେ ଜନମତର ସମ୍ମାନ କରିବା ଜରୁରୀ। ଧର୍ମନିରପେକ୍ଷତା ଆମ ସମ୍ବିଧାନର ମୂଳଭିତ୍ତି। ସମସ୍ତ ଧର୍ମର ଲୋକ ଶାନ୍ତିରେ ରହିବା ଆବଶ୍ୟକ। ରାଷ୍ଟ୍ରପତି ଶାସନ ଓ ରାଜନୈତିକ ପରିସ୍ଥିତି ନେଇ ଅନେକ ଆଲୋଚନା ହେଉଛି। ଗଣତନ୍ତ୍ରରେ ଜନମତର ସମ୍ମାନ କରିବା ଜରୁରୀ। ଧର୍ମନିରପେକ୍ଷତା ଆମ ସମ୍ବିଧାନର ମୂଳଭିତ୍ତି। ସମସ୍ତ ଧର୍ମର ଲୋକ ଶାନ୍ତିରେ ରହିବା ଆବଶ୍ୟକ। (1160, 612, 1495, 696)
sudoku-cell[interactable] (1342, 1623, 1370, 1651)
work-story-byline: -ସୁଧାଂଶୁ ଶେଖର ଦାସ (220, 1717, 316, 1731)
sudoku-cell[interactable] (1370, 1735, 1398, 1763)
lead-text-b: ବିଶ୍ୱ ଅର୍ଥନୀତିର ମନ୍ଦାବସ୍ଥା ଭାରତକୁ ମଧ୍ୟ ପ୍ରଭାବିତ କରୁଛି। ଟଙ୍କାର ମୂଲ୍ୟ ହ୍ରାସ ପାଇଛି ଓ ମୁଦ୍ରାସ୍ଫୀତି ବଢ଼ିଛି। ସାଧାରଣ ଲୋକଙ୍କ ଜୀବନ ଦୁର୍ବିସହ ହୋଇପଡ଼ିଛି। ଖାଦ୍ୟ ସାମଗ୍ରୀର ଦର ଆକାଶଛୁଆଁ। କୃଷି କ୍ଷେତ୍ରରେ ଉତ୍ପାଦନ ବୃଦ୍ଧି ପାଇଁ ଆଧୁନିକ ଜ୍ଞାନକୌଶଳ ଆବଶ୍ୟକ। ବିଦେଶୀ ପୁଞ୍ଜିନିବେଶ ଆକର୍ଷିତ କରିବା ସହିତ ଘରୋଇ ଶିଳ୍ପକୁ ସୁରକ୍ଷା ଦେବାକୁ ପଡ଼ିବ। ଚୀନର ସାମରିକ ଶକ୍ତି ବୃଦ୍ଧି ମଧ୍ୟ ଚିନ୍ତାର ବିଷୟ। ସୀମାନ୍ତରେ ଉତ୍ତେଜନା ଲାଗିରହିଛି। କୂଟନୈତିକ ସ୍ତରରେ ଦୃଢ଼ତା ସହ ଆଲୋଚନା ଆବଶ୍ୟକ। ବିଶ୍ୱ ଅର୍ଥନୀତିର ମନ୍ଦାବସ୍ଥା ଭାରତକୁ ମଧ୍ୟ ପ୍ରଭାବିତ କରୁଛି। ଟଙ୍କାର ମୂଲ୍ୟ ହ୍ରାସ ପାଇଛି ଓ ମୁଦ୍ରାସ୍ଫୀତି ବଢ଼ିଛି। ସାଧାରଣ ଲୋକଙ୍କ ଜୀବନ ଦୁର୍ବିସହ ହୋଇପଡ଼ିଛି। ଖାଦ୍ୟ ସାମଗ୍ରୀର ଦର ଆକାଶଛୁଆଁ। କୃଷି କ୍ଷେତ୍ରରେ ଉତ୍ପାଦନ ବୃଦ୍ଧି ପାଇଁ ଆଧୁନିକ ଜ୍ଞାନକୌଶଳ ଆବଶ୍ୟକ। ବିଦେଶୀ ପୁଞ୍ଜିନିବେଶ ଆକର୍ଷିତ କରିବା ସହିତ ଘରୋଇ ଶିଳ୍ପକୁ ସୁରକ୍ଷା ଦେବାକୁ ପଡ଼ିବ। (746, 439, 1150, 565)
sudoku-solution-cell: 8 (1470, 1851, 1482, 1863)
sudoku-cell[interactable] (1426, 1539, 1454, 1567)
bharat-banner-label: ଏଇ ଭାରତରେ.... (14, 210, 172, 236)
sudoku-solution-area (1160, 1802, 1495, 1924)
sudoku-solution-cell: 8 (1458, 1827, 1470, 1839)
sudoku-solution-cell: 4 (1482, 1839, 1494, 1851)
work-story-title: କାମ ଅନ୍ୱେଷଣରେ ଯିବାର ରତୁ (4, 914, 316, 947)
letter-sign: ଯୋଗୀନ୍ଦ୍ର ଦାସ, କୁସୁମପିଣ୍ଡା, ବଲାଙ୍ଗୀର (1317, 869, 1495, 882)
sudoku-cell[interactable]: 7 (1202, 1539, 1230, 1567)
sudoku-header (1160, 1486, 1495, 1526)
sudoku-cell[interactable] (1426, 1679, 1454, 1707)
sudoku-solution-cell: 9 (1422, 1851, 1434, 1863)
sudoku-grid (1201, 1538, 1455, 1792)
sudoku-solution-cell: 6 (1398, 1851, 1410, 1863)
sudoku-solution-cell: 1 (1482, 1911, 1494, 1923)
sudoku-solution-cell: 9 (1482, 1827, 1494, 1839)
address-line: ସମ୍ପାଦକ, ଧରିତ୍ରୀ, (1168, 1319, 1255, 1332)
sudoku-solution-cell: 1 (1410, 1887, 1422, 1899)
sudoku-solution-cell: 9 (1446, 1911, 1458, 1923)
sudoku-solution-cell: 8 (1446, 1887, 1458, 1899)
letter-title: 'ଅନୁଚିନ୍ତା' ପ୍ରକାଶ ପାଉ (1217, 56, 1438, 81)
sudoku-cell[interactable]: 2 (1258, 1763, 1286, 1791)
time-body (330, 1126, 1150, 2006)
sudoku-solution-cell: 5 (1410, 1863, 1422, 1875)
sudoku-cell[interactable] (1370, 1679, 1398, 1707)
sudoku-cell[interactable] (1258, 1623, 1286, 1651)
old-news-date: ୨୩, ନଭେମ୍ବର ୧୯୮୭ (191, 1743, 285, 1779)
address-line: ବି-୧୫, ସତ୍ୟନଗର ଶିଳ୍ପାଞ୍ଚଳ, ଭୁବନେଶ୍ୱର-୭୫୧୦୧୦ (1168, 1334, 1399, 1347)
paper-name: ଧରିତ୍ରୀ (987, 17, 1063, 47)
poet-name: -କାଳିନ୍ଦୀ ଚରଣ ପାଣିଗ୍ରାହୀ (135, 158, 307, 178)
bharat-banner (4, 204, 316, 242)
sudoku-solution-cell: 4 (1410, 1851, 1422, 1863)
sudoku-cell[interactable] (1314, 1623, 1342, 1651)
poem-line: ଆକାଶେ ତ୍ରୟାଗର ଜୋଛନା (101, 54, 219, 67)
letters-header-label: ପାଠକ ଶ୍ରେଷ୍ଠ ବିଚାରକ (1208, 13, 1417, 39)
sudoku-solution-row (1386, 1887, 1494, 1899)
sudoku-cell[interactable] (1230, 1763, 1258, 1791)
sudoku-solution-cell: 3 (1422, 1911, 1434, 1923)
sudoku-cell[interactable] (1258, 1651, 1286, 1679)
